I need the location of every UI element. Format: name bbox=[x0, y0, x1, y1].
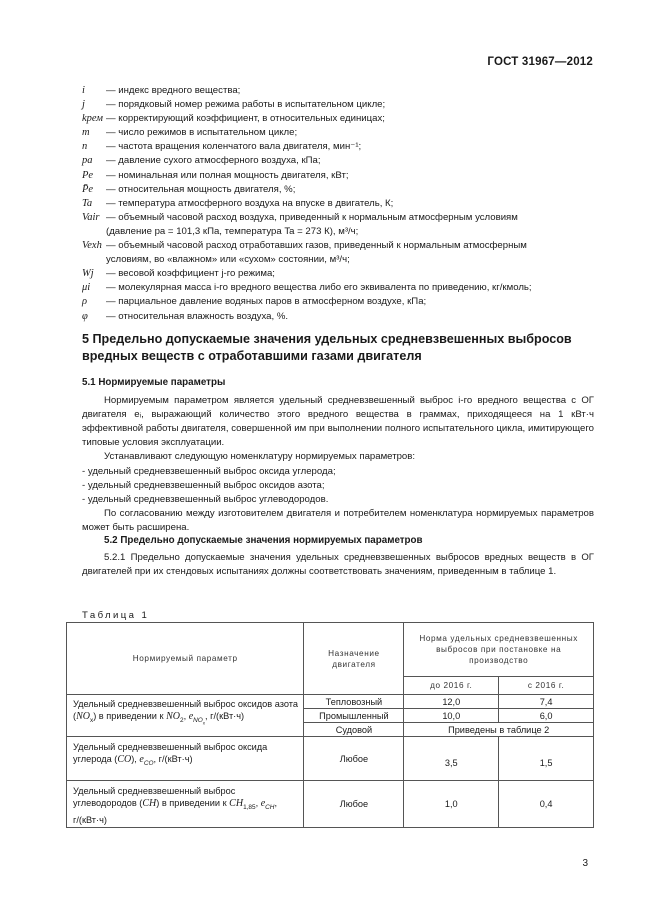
table-caption: Таблица 1 bbox=[82, 610, 150, 621]
legend-description-continuation: (давление pa = 101,3 кПа, температура Ta = 273 К), м³/ч; bbox=[106, 225, 359, 237]
legend-description: — номинальная или полная мощность двигателя, кВт; bbox=[106, 169, 349, 181]
legend-description: — корректирующий коэффициент, в относительных единицах; bbox=[106, 113, 385, 125]
subsection-5-2-title: 5.2 Предельно допускаемые значения нормируемых параметров bbox=[104, 535, 423, 546]
legend-symbol: Wj bbox=[82, 268, 94, 280]
legend-symbol: φ bbox=[82, 310, 88, 322]
list-item-co: - удельный средневзвешенный выброс оксида углерода; bbox=[82, 466, 336, 477]
legend-description-continuation: условиям, во «влажном» или «сухом» состоянии, м³/ч; bbox=[106, 254, 350, 266]
legend-symbol: i bbox=[82, 85, 85, 96]
cell-purpose: Промышленный bbox=[304, 709, 404, 723]
legend-symbol: kрем bbox=[82, 113, 104, 125]
cell-purpose: Любое bbox=[304, 781, 404, 828]
legend-row bbox=[82, 267, 594, 281]
cell-before: 1,0 bbox=[404, 781, 499, 828]
subsection-5-1-title: 5.1 Нормируемые параметры bbox=[82, 377, 226, 388]
legend-row bbox=[82, 310, 594, 324]
cell-note: Приведены в таблице 2 bbox=[404, 723, 594, 737]
list-item-nox: - удельный средневзвешенный выброс оксидов азота; bbox=[82, 480, 325, 491]
cell-before: 3,5 bbox=[404, 737, 499, 781]
cell-after: 7,4 bbox=[499, 695, 594, 709]
cell-after: 6,0 bbox=[499, 709, 594, 723]
legend-description: — частота вращения коленчатого вала двигателя, мин⁻¹; bbox=[106, 141, 362, 153]
header-purpose: Назначение двигателя bbox=[304, 623, 404, 695]
legend-description: — относительная мощность двигателя, %; bbox=[106, 183, 296, 195]
legend-description: — объемный часовой расход отработавших газов, приведенный к нормальным атмосферным условиям, во «влажном» или «сухом» состоянии, м³/ч; bbox=[106, 239, 594, 267]
legend-row bbox=[82, 126, 594, 140]
legend-description: — давление сухого атмосферного воздуха, кПа; bbox=[106, 155, 321, 167]
legend-symbol: Ta bbox=[82, 197, 93, 209]
legend-row bbox=[82, 239, 594, 267]
legend-row bbox=[82, 197, 594, 211]
nox-label-text: Удельный средневзвешенный выброс оксидов азота $(NO_x)$ в приведении к $NO_2$, $e_{NO_x}$, г/(кВт·ч) bbox=[73, 699, 298, 726]
page-number: 3 bbox=[582, 858, 588, 869]
symbol-legend bbox=[82, 84, 594, 324]
header-norm: Норма удельных средневзвешенных выбросов при постановке на производство bbox=[404, 623, 594, 677]
paragraph-5-1-nomenclature: Устанавливают следующую номенклатуру нормируемых параметров: bbox=[104, 451, 416, 462]
co-label-text: Удельный средневзвешенный выброс оксида углерода (CO), $e_{CO}$, г/(кВт·ч) bbox=[73, 742, 268, 767]
cell-before: 10,0 bbox=[404, 709, 499, 723]
legend-row bbox=[82, 112, 594, 126]
cell-before: 12,0 bbox=[404, 695, 499, 709]
legend-row bbox=[82, 295, 594, 309]
legend-description: — температура атмосферного воздуха на впуске в двигатель, К; bbox=[106, 197, 394, 209]
legend-symbol: μi bbox=[82, 282, 91, 294]
header-after-2016: с 2016 г. bbox=[499, 677, 594, 695]
legend-symbol: ρ bbox=[82, 296, 88, 308]
legend-row bbox=[82, 281, 594, 295]
list-item-ch: - удельный средневзвешенный выброс углеводородов. bbox=[82, 494, 329, 505]
legend-description: — порядковый номер режима работы в испытательном цикле; bbox=[106, 99, 386, 111]
row-label-ch bbox=[67, 781, 304, 828]
ch-label-text: Удельный средневзвешенный выброс углеводородов (CH) в приведении к $CH_{1,85}$, $e_{CH}$, г/(кВт·ч) bbox=[73, 786, 278, 825]
legend-symbol: m bbox=[82, 127, 90, 139]
paragraph-5-1-agreement: По согласованию между изготовителем двигателя и потребителем номенклатура нормируемых параметров может быть расширена. bbox=[82, 508, 594, 533]
legend-description: — индекс вредного вещества; bbox=[106, 85, 241, 96]
legend-row bbox=[82, 169, 594, 183]
legend-symbol: pa bbox=[82, 155, 93, 167]
legend-row bbox=[82, 154, 594, 168]
document-code: ГОСТ 31967—2012 bbox=[487, 56, 593, 68]
paragraph-5-2-1: 5.2.1 Предельно допускаемые значения удельных средневзвешенных выбросов вредных веществ в ОГ двигателей при их стендовых испытаниях должны соответствовать значениям, приведенным в таблице 1. bbox=[82, 552, 594, 577]
legend-row bbox=[82, 140, 594, 154]
section-5-title: 5 Предельно допускаемые значения удельных средневзвешенных выбросов вредных веществ с отработавшими газами двигателя bbox=[82, 332, 572, 363]
legend-description: — относительная влажность воздуха, %. bbox=[106, 310, 289, 322]
legend-row bbox=[82, 183, 594, 197]
legend-row bbox=[82, 211, 594, 239]
header-before-2016: до 2016 г. bbox=[404, 677, 499, 695]
cell-after: 0,4 bbox=[499, 781, 594, 828]
cell-after: 1,5 bbox=[499, 737, 594, 781]
legend-description: — молекулярная масса i-го вредного вещества либо его эквивалента по приведению, кг/кмоль; bbox=[106, 282, 532, 294]
paragraph-5-1-definition: Нормируемым параметром является удельный средневзвешенный выброс i-го вредного вещества с ОГ двигателя eᵢ, выражающий количество этого вредного вещества в граммах, приходящееся на 1 кВт·ч эффективной работы двигателя, совершенной им при выполнении полного испытательного цикла, имитирующего типовые условия эксплуатации. bbox=[82, 395, 594, 448]
legend-symbol: Vexh bbox=[82, 240, 102, 252]
legend-symbol: P̄e bbox=[82, 183, 94, 195]
legend-symbol: n bbox=[82, 141, 88, 153]
legend-row bbox=[82, 84, 594, 98]
legend-symbol: Pe bbox=[82, 169, 94, 181]
table-row bbox=[67, 737, 594, 781]
legend-description: — число режимов в испытательном цикле; bbox=[106, 127, 298, 139]
row-label-co bbox=[67, 737, 304, 781]
header-parameter: Нормируемый параметр bbox=[67, 623, 304, 695]
table-1 bbox=[66, 622, 594, 828]
table-row bbox=[67, 695, 594, 709]
legend-row bbox=[82, 98, 594, 112]
legend-description: — весовой коэффициент j-го режима; bbox=[106, 268, 275, 280]
legend-symbol: j bbox=[82, 99, 85, 111]
cell-purpose: Тепловозный bbox=[304, 695, 404, 709]
cell-purpose: Любое bbox=[304, 737, 404, 781]
row-label-nox bbox=[67, 695, 304, 737]
legend-symbol: Vair bbox=[82, 211, 100, 223]
legend-description: — парциальное давление водяных паров в атмосферном воздухе, кПа; bbox=[106, 296, 427, 308]
table-row bbox=[67, 781, 594, 828]
cell-purpose: Судовой bbox=[304, 723, 404, 737]
legend-description: — объемный часовой расход воздуха, приведенный к нормальным атмосферным условиям (давление pa = 101,3 кПа, температура Ta = 273 К), м³/ч; bbox=[106, 211, 594, 239]
